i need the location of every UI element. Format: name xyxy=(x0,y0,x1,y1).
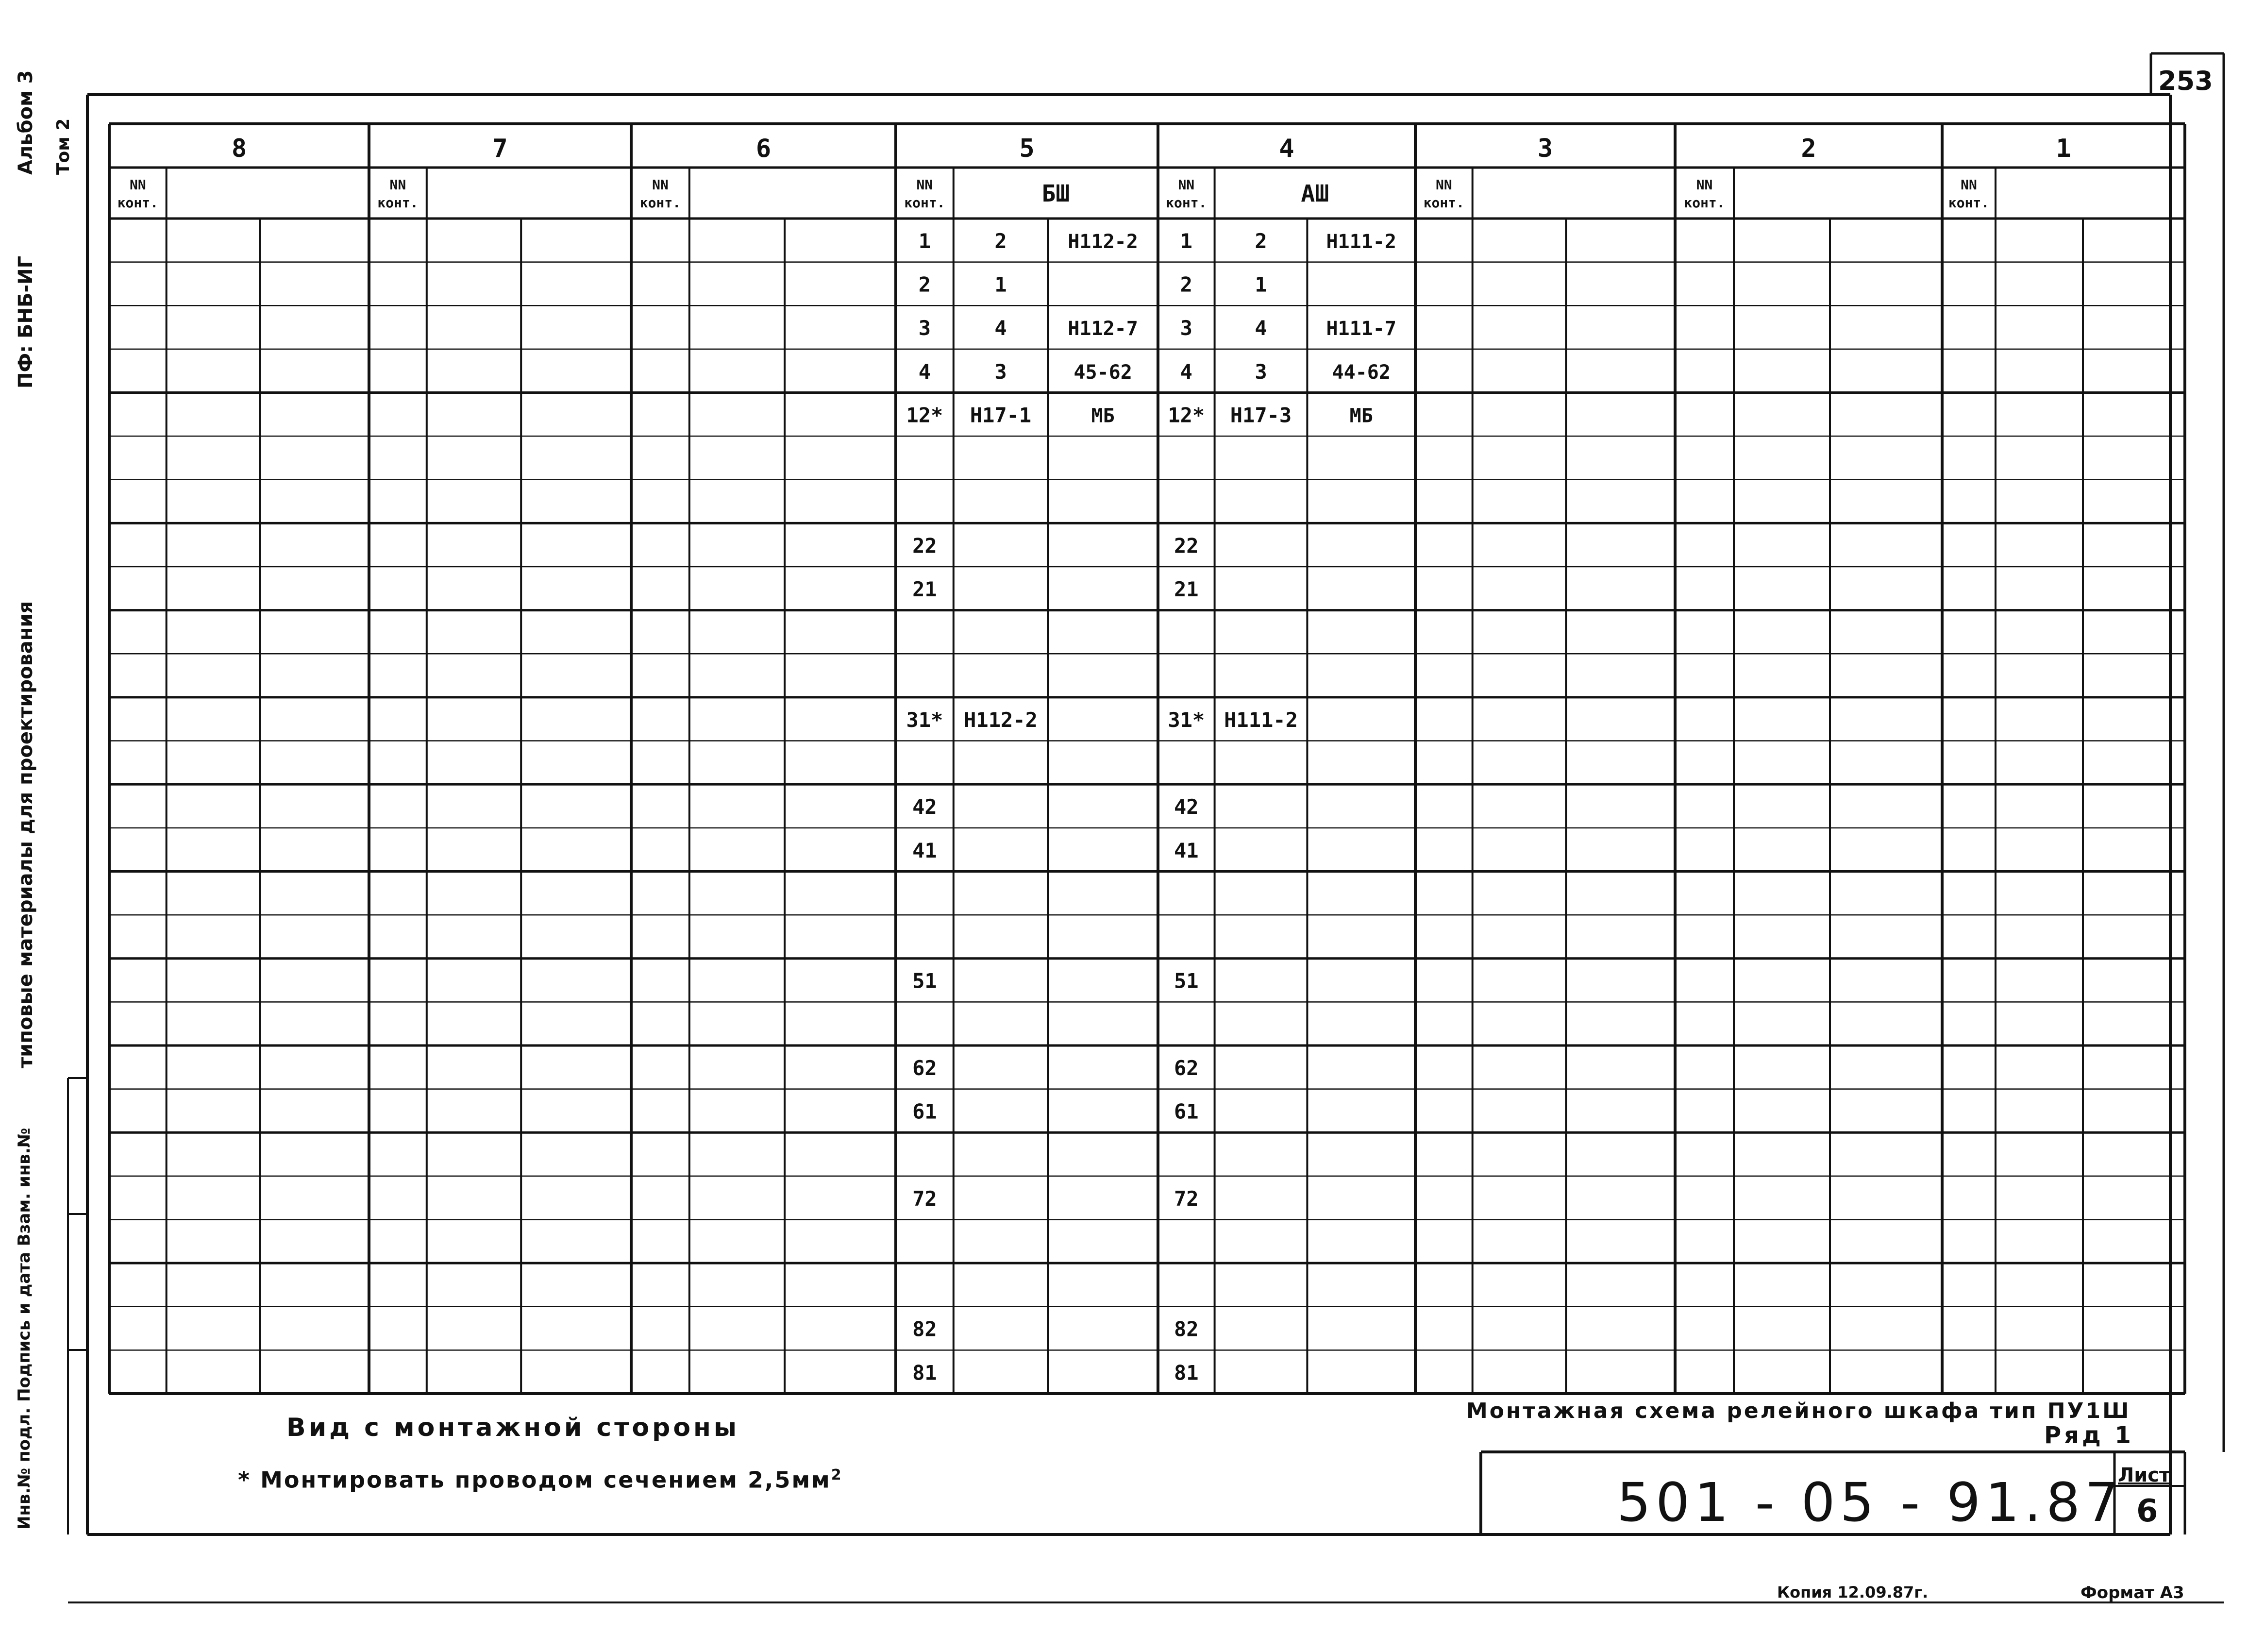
panel4-target: Н111-7 xyxy=(1326,318,1396,340)
panel4-contact: 61 xyxy=(1174,1099,1199,1124)
device-label-4: АШ xyxy=(1301,180,1329,207)
wire-note xyxy=(238,1467,843,1493)
panel-number-5: 5 xyxy=(1019,134,1035,163)
panel5-link: 4 xyxy=(994,316,1007,340)
panel4-contact: 81 xyxy=(1174,1361,1199,1385)
contact-header-nn: NN xyxy=(389,177,406,193)
panel5-contact: 4 xyxy=(918,359,931,384)
contact-header-nn: NN xyxy=(1435,177,1452,193)
panel4-target: Н111-2 xyxy=(1326,230,1396,253)
panel5-link: 2 xyxy=(994,229,1007,253)
series-title-label: типовые материалы для проектирования xyxy=(15,601,37,1068)
view-caption: Вид с монтажной стороны xyxy=(286,1413,740,1442)
panel4-link: Н17-3 xyxy=(1230,403,1292,427)
panel-number-2: 2 xyxy=(1801,134,1816,163)
panel4-contact: 12* xyxy=(1168,403,1205,427)
panel4-contact: 1 xyxy=(1180,229,1192,253)
contact-header-nn: NN xyxy=(916,177,933,193)
panel4-contact: 42 xyxy=(1174,795,1199,819)
contact-header-nn: NN xyxy=(1178,177,1195,193)
stamp-label: Инв.№ подл. Подпись и дата Взам. инв.№ xyxy=(15,1128,34,1530)
device-label-5: БШ xyxy=(1041,180,1070,207)
panel5-link: 1 xyxy=(994,272,1007,297)
drawing-title: Монтажная схема релейного шкафа тип ПУ1Ш xyxy=(1466,1399,2131,1423)
panel5-link: Н112-2 xyxy=(964,708,1038,732)
panel5-target: Н112-2 xyxy=(1068,230,1138,253)
wire-note-text: * Монтировать проводом сечением 2,5мм xyxy=(238,1467,831,1493)
contact-header-label: конт. xyxy=(117,195,158,211)
panel5-contact: 81 xyxy=(912,1361,937,1385)
volume-label: Том 2 xyxy=(53,118,73,175)
panel-number-4: 4 xyxy=(1279,134,1294,163)
panel-number-8: 8 xyxy=(231,134,247,163)
panel4-target: 44-62 xyxy=(1332,361,1391,384)
contact-header-label: конт. xyxy=(639,195,681,211)
panel4-contact: 31* xyxy=(1168,708,1205,732)
panel5-contact: 41 xyxy=(912,838,937,862)
panel5-target: МБ xyxy=(1091,405,1115,427)
contact-header-nn: NN xyxy=(1961,177,1977,193)
panel5-link: Н17-1 xyxy=(970,403,1032,427)
copy-note: Копия 12.09.87г. xyxy=(1777,1583,1929,1601)
panel5-contact: 22 xyxy=(912,534,937,558)
panel4-contact: 2 xyxy=(1180,272,1192,297)
panel4-link: Н111-2 xyxy=(1224,708,1298,732)
contact-header-label: конт. xyxy=(1948,195,1990,211)
panel5-link: 3 xyxy=(994,359,1007,384)
panel5-target: 45-62 xyxy=(1074,361,1132,384)
panel4-link: 4 xyxy=(1255,316,1267,340)
contact-header-label: конт. xyxy=(904,195,945,211)
panel4-contact: 62 xyxy=(1174,1056,1199,1080)
sheet-number: 6 xyxy=(2136,1493,2158,1529)
panel5-target: Н112-7 xyxy=(1068,318,1138,340)
panel5-contact: 21 xyxy=(912,577,937,601)
contact-header-label: конт. xyxy=(1423,195,1464,211)
album-label: Альбом 3 xyxy=(15,70,37,175)
panel5-contact: 42 xyxy=(912,795,937,819)
panel4-link: 3 xyxy=(1255,359,1267,384)
panel-number-1: 1 xyxy=(2056,134,2071,163)
panel5-contact: 72 xyxy=(912,1186,937,1211)
panel4-target: МБ xyxy=(1349,405,1373,427)
contact-header-label: конт. xyxy=(1166,195,1207,211)
panel4-link: 1 xyxy=(1255,272,1267,297)
panel4-contact: 72 xyxy=(1174,1186,1199,1211)
panel5-contact: 31* xyxy=(906,708,943,732)
panel5-contact: 51 xyxy=(912,969,937,993)
panel-number-7: 7 xyxy=(492,134,508,163)
panel4-link: 2 xyxy=(1255,229,1267,253)
wire-note-superscript: 2 xyxy=(831,1467,843,1483)
format-label: Формат А3 xyxy=(2080,1583,2184,1602)
contact-header-label: конт. xyxy=(1684,195,1725,211)
contact-header-nn: NN xyxy=(652,177,669,193)
contact-header-nn: NN xyxy=(1696,177,1713,193)
panel5-contact: 2 xyxy=(918,272,931,297)
panel4-contact: 82 xyxy=(1174,1317,1199,1341)
panel5-contact: 1 xyxy=(918,229,931,253)
panel4-contact: 51 xyxy=(1174,969,1199,993)
panel4-contact: 4 xyxy=(1180,359,1192,384)
panel5-contact: 62 xyxy=(912,1056,937,1080)
panel5-contact: 3 xyxy=(918,316,931,340)
panel-number-6: 6 xyxy=(755,134,772,163)
document-code: 501 - 05 - 91.87 xyxy=(1617,1471,2124,1534)
panel-number-3: 3 xyxy=(1537,134,1553,163)
panel5-contact: 61 xyxy=(912,1099,937,1124)
sheet-label: Лист xyxy=(2118,1464,2171,1486)
panel5-contact: 82 xyxy=(912,1317,937,1341)
panel4-contact: 41 xyxy=(1174,838,1199,862)
org-label: ПФ: БНБ-ИГ xyxy=(15,255,37,388)
sheet-corner-number: 253 xyxy=(2158,66,2213,96)
panel4-contact: 22 xyxy=(1174,534,1199,558)
panel4-contact: 3 xyxy=(1180,316,1192,340)
panel4-contact: 21 xyxy=(1174,577,1199,601)
row-label: Ряд 1 xyxy=(2044,1422,2134,1449)
panel5-contact: 12* xyxy=(906,403,943,427)
contact-header-nn: NN xyxy=(129,177,146,193)
contact-header-label: конт. xyxy=(377,195,419,211)
